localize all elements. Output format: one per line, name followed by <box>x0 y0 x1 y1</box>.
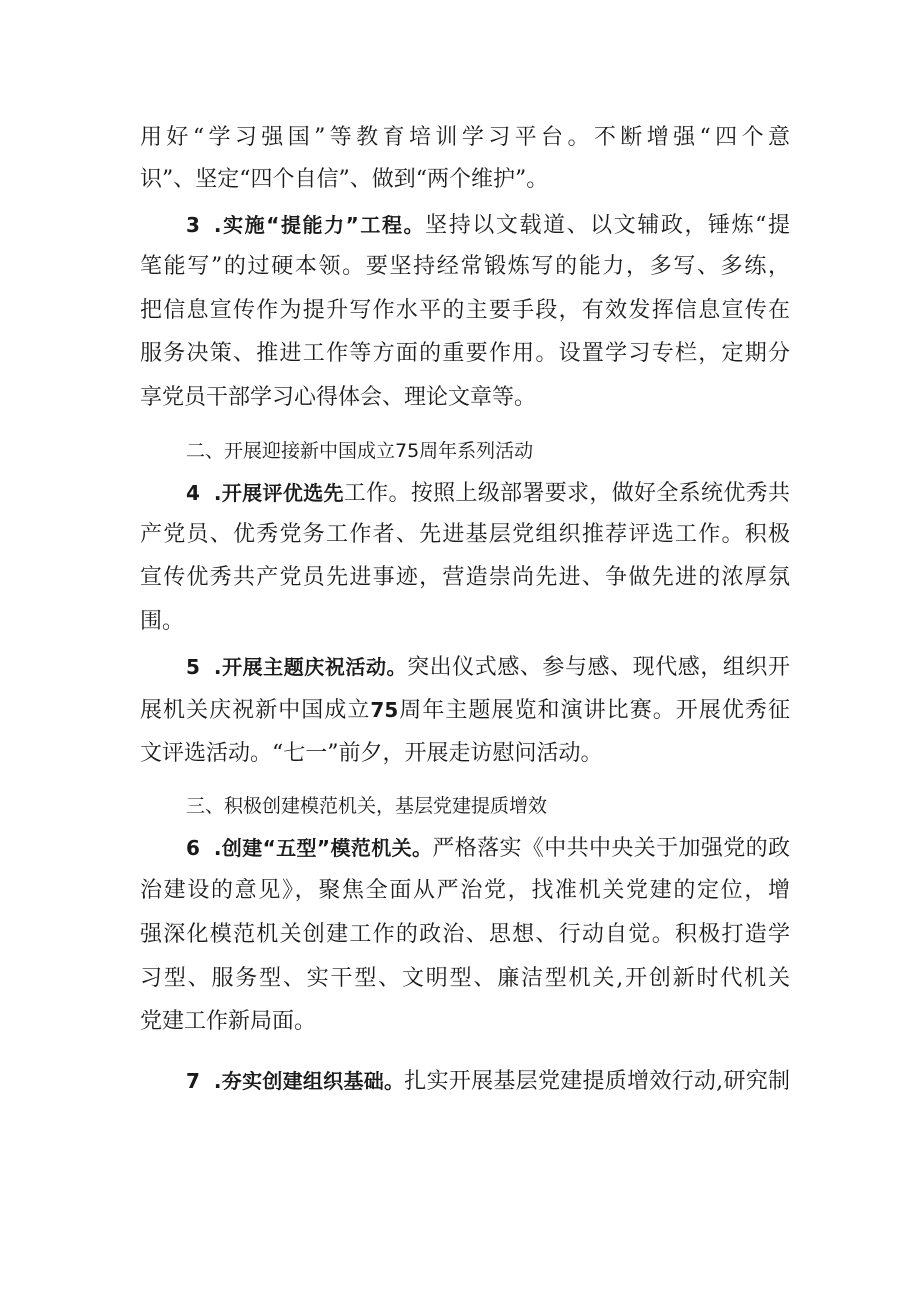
item-text: 突出仪式感、参与感、现代感，组织开 <box>407 655 790 680</box>
section-heading: 二、开展迎接新中国成立75周年系列活动 <box>186 440 534 462</box>
item-title: .夯实创建组织基础。 <box>213 1069 405 1093</box>
item-number: 3 <box>186 213 200 237</box>
section-heading: 三、积极创建模范机关，基层党建提质增效 <box>186 795 548 817</box>
item-number: 4 <box>186 481 200 505</box>
item-text-bold: 75 <box>370 698 399 722</box>
paragraph-line: 把信息宣传作为提升写作水平的主要手段，有效发挥信息宣传在 <box>140 298 790 323</box>
item-title: .开展主题庆祝活动。 <box>213 655 408 679</box>
paragraph-line: 用好“学习强国”等教育培训学习平台。不断增强“四个意 <box>140 125 790 150</box>
item-title: .实施“提能力”工程。 <box>213 213 426 237</box>
item-5-first-line <box>140 650 790 684</box>
paragraph-line: 服务决策、推进工作等方面的重要作用。设置学习专栏，定期分 <box>140 341 790 366</box>
item-title: .创建“五型”模范机关。 <box>213 836 433 860</box>
item-5-second-line <box>140 693 790 727</box>
item-text: 严格落实《中共中央关于加强党的政 <box>432 836 790 861</box>
item-number: 5 <box>186 655 200 679</box>
paragraph-line: 党建工作新局面。 <box>140 1009 317 1034</box>
paragraph-line: 宣传优秀共产党员先进事迹，营造崇尚先进、争做先进的浓厚氛 <box>140 565 790 590</box>
paragraph-line: 享党员干部学习心得体会、理论文章等。 <box>140 385 537 410</box>
paragraph-line: 识”、坚定“四个自信”、做到“两个维护”。 <box>140 167 549 192</box>
paragraph-line: 习型、服务型、实干型、文明型、廉洁型机关,开创新时代机关 <box>140 966 790 991</box>
item-7-first-line <box>140 1064 790 1098</box>
item-number: 6 <box>186 836 200 860</box>
item-text: 扎实开展基层党建提质增效行动,研究制 <box>404 1069 790 1094</box>
item-3-first-line <box>140 208 790 242</box>
paragraph-line: 治建设的意见》，聚焦全面从严治党，找准机关党建的定位，增 <box>140 878 790 903</box>
paragraph-line: 围。 <box>140 609 185 634</box>
item-text: 工作。按照上级部署要求，做好全系统优秀共 <box>343 481 790 506</box>
item-number: 7 <box>186 1069 200 1093</box>
paragraph-line: 产党员、优秀党务工作者、先进基层党组织推荐评选工作。积极 <box>140 522 790 547</box>
item-text: 展机关庆祝新中国成立 <box>140 698 371 723</box>
item-title: .开展评优选先 <box>213 481 344 505</box>
paragraph-line: 强深化模范机关创建工作的政治、思想、行动自觉。积极打造学 <box>140 922 790 947</box>
item-text: 坚持以文载道、以文辅政，锤炼“提 <box>425 213 790 238</box>
item-6-first-line <box>140 831 790 865</box>
paragraph-line: 文评选活动。“七一”前夕，开展走访慰问活动。 <box>140 741 603 766</box>
paragraph-line: 笔能写”的过硬本领。要坚持经常锻炼写的能力，多写、多练， <box>140 254 790 279</box>
item-text: 周年主题展览和演讲比赛。开展优秀征 <box>398 698 790 723</box>
item-4-first-line <box>140 476 790 510</box>
